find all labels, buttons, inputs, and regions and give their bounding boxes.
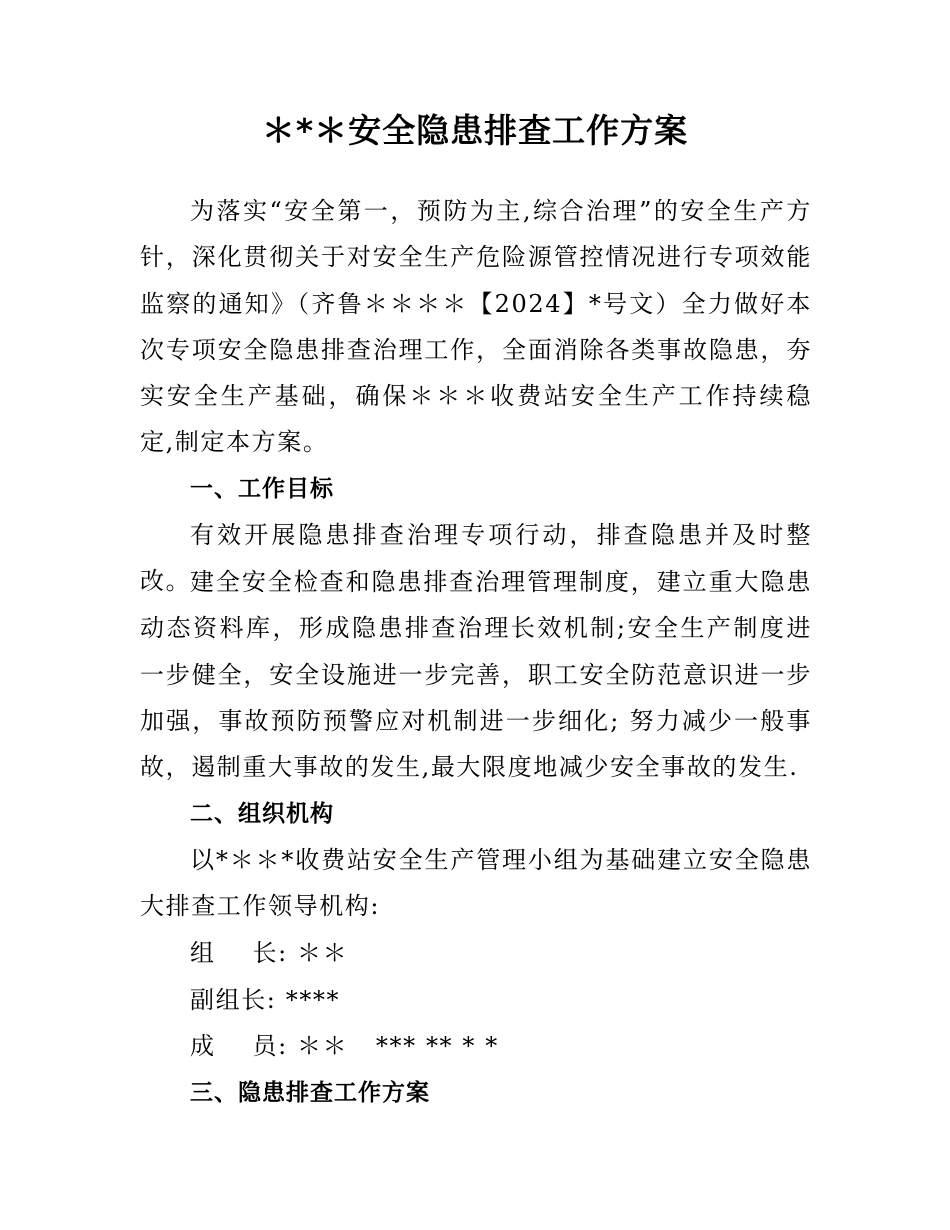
organization-paragraph: 以*＊＊*收费站安全生产管理小组为基础建立安全隐患大排查工作领导机构: <box>140 846 812 921</box>
section-heading-organization: 二、组织机构 <box>190 801 334 827</box>
deputy-leader-line: 副组长: **** <box>190 986 341 1014</box>
intro-paragraph: 为落实“安全第一，预防为主,综合治理”的安全生产方针，深化贯彻关于对安全生产危险源管控情况进行专项效能监察的通知》（齐鲁＊＊＊＊【2024】*号文）全力做好本次专项安全隐患排查治理工作，全面消除各类事故隐患，夯实安全生产基础，确保＊＊＊收费站安全生产工作持续稳定,制定本方案。 <box>140 197 812 457</box>
goals-paragraph-2: 建全安全检查和隐患排查治理管理制度，建立重大隐患动态资料库，形成隐患排查治理长效机制;安全生产制度进一步健全，安全设施进一步完善，职工安全防范意识进一步加强，事故预防预警应对机制进一步细化; 努力减少一般事故，遏制重大事故的发生,最大限度地减少安全事故的发生. <box>140 568 812 782</box>
members-line: 成 员: ＊＊ *** ** * * <box>190 1032 499 1060</box>
section-heading-goals: 一、工作目标 <box>190 476 334 502</box>
goals-paragraph-1: 有效开展隐患排查治理专项行动，排查隐患并及时整改。 <box>140 521 812 596</box>
document-title: ＊*＊安全隐患排查工作方案 <box>261 111 689 150</box>
team-leader-line: 组 长: ＊＊ <box>190 939 349 967</box>
section-heading-plan: 三、隐患排查工作方案 <box>190 1080 430 1106</box>
